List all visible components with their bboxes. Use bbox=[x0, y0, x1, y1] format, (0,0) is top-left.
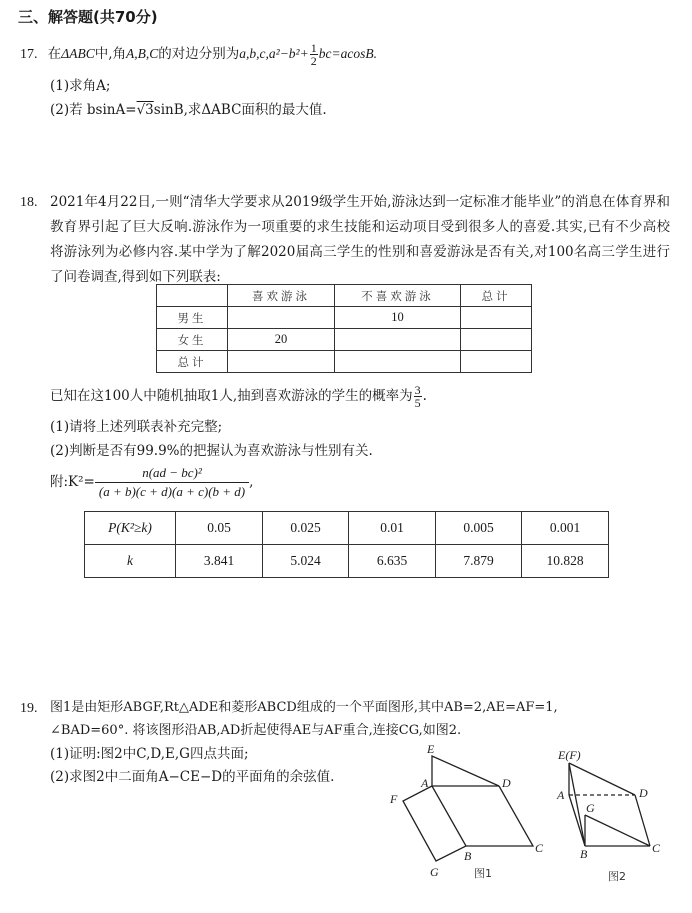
q18-paragraph: 2021年4月22日,一则“清华大学要求从2019级学生开始,游泳达到一定标准才能毕业”的消息在体育界和教育界引起了巨大反响.游泳作为一项重要的求生技能和运动项目受到很多人的喜爱.其实,已有不少高校将游泳列为必修内容.某中学为了解2020届高三学生的性别和喜爱游泳是否有关,对100名高三学生进行了问卷调查,得到如下列联表: bbox=[50, 194, 670, 285]
figure-2-caption: 图2 bbox=[608, 870, 626, 883]
table-row: 男生 10 bbox=[157, 307, 532, 329]
q18-probability-text: 已知在这100人中随机抽取1人,抽到喜欢游泳的学生的概率为 $\frac{3}{5}$ . bbox=[50, 383, 427, 410]
fraction-one-half: $\frac{1}{2}$ bbox=[310, 41, 317, 68]
k-squared-formula: 附:K²= $\frac{\text{n(ad − bc)²}}{(a + b)(c + d)(a + c)(b + d)}$ , bbox=[50, 465, 254, 499]
q17-number: 17. bbox=[20, 47, 38, 62]
q18-part2: (2)判断是否有99.9%的把握认为喜欢游泳与性别有关. bbox=[50, 443, 373, 459]
label-F: F bbox=[390, 792, 398, 806]
q17-part1: (1)求角A; bbox=[50, 78, 111, 94]
label-E-F: E(F) bbox=[558, 748, 581, 762]
label-A: A bbox=[557, 788, 565, 802]
label-A: A bbox=[421, 776, 429, 790]
critical-value-table bbox=[84, 511, 609, 578]
formula-fraction: $\frac{\text{n(ad − bc)²}}{(a + b)(c + d)(a + c)(b + d)}$ bbox=[95, 465, 249, 500]
q19-line2: ∠BAD=60°. 将该图形沿AB,AD折起使得AE与AF重合,连接CG,如图2. bbox=[50, 723, 462, 738]
section-title: 三、解答题(共70分) bbox=[18, 8, 158, 26]
label-D: D bbox=[639, 786, 648, 800]
figure-2-diagram bbox=[545, 735, 692, 913]
label-D: D bbox=[502, 776, 511, 790]
table-row: 女生 20 bbox=[157, 329, 532, 351]
figure-1-diagram bbox=[380, 735, 560, 913]
q18-number: 18. bbox=[20, 195, 38, 210]
label-B: B bbox=[464, 849, 472, 863]
fraction-three-fifths: $\frac{3}{5}$ bbox=[414, 383, 421, 410]
label-G: G bbox=[586, 801, 595, 815]
q17-part2: (2)若 bsinA=√3sinB,求ΔABC面积的最大值. bbox=[50, 102, 327, 118]
label-G: G bbox=[430, 865, 439, 879]
label-B: B bbox=[580, 847, 588, 861]
contingency-table bbox=[156, 284, 532, 373]
q18-part1: (1)请将上述列联表补充完整; bbox=[50, 419, 223, 435]
table-header-row: 喜欢游泳 不喜欢游泳 总计 bbox=[157, 285, 532, 307]
q19-number: 19. bbox=[20, 701, 38, 716]
label-C: C bbox=[652, 841, 661, 855]
table-row: P(K²≥k) 0.05 0.025 0.01 0.005 0.001 bbox=[85, 512, 609, 545]
figure-1-caption: 图1 bbox=[474, 867, 492, 880]
q19-part2: (2)求图2中二面角A−CE−D的平面角的余弦值. bbox=[50, 769, 335, 785]
label-C: C bbox=[535, 841, 544, 855]
table-row: k 3.841 5.024 6.635 7.879 10.828 bbox=[85, 545, 609, 578]
q17-stem: 17. 在ΔABC中,角A,B,C的对边分别为a,b,c,a²−b²+ $\frac{1}{2}$ bc=acosB. bbox=[20, 41, 377, 68]
q19-part1: (1)证明:图2中C,D,E,G四点共面; bbox=[50, 746, 249, 762]
q19-line1: 图1是由矩形ABGF,Rt△ADE和菱形ABCD组成的一个平面图形,其中AB=2,AE=AF=1, bbox=[50, 700, 558, 715]
label-E: E bbox=[427, 742, 435, 756]
table-row: 总计 bbox=[157, 351, 532, 373]
